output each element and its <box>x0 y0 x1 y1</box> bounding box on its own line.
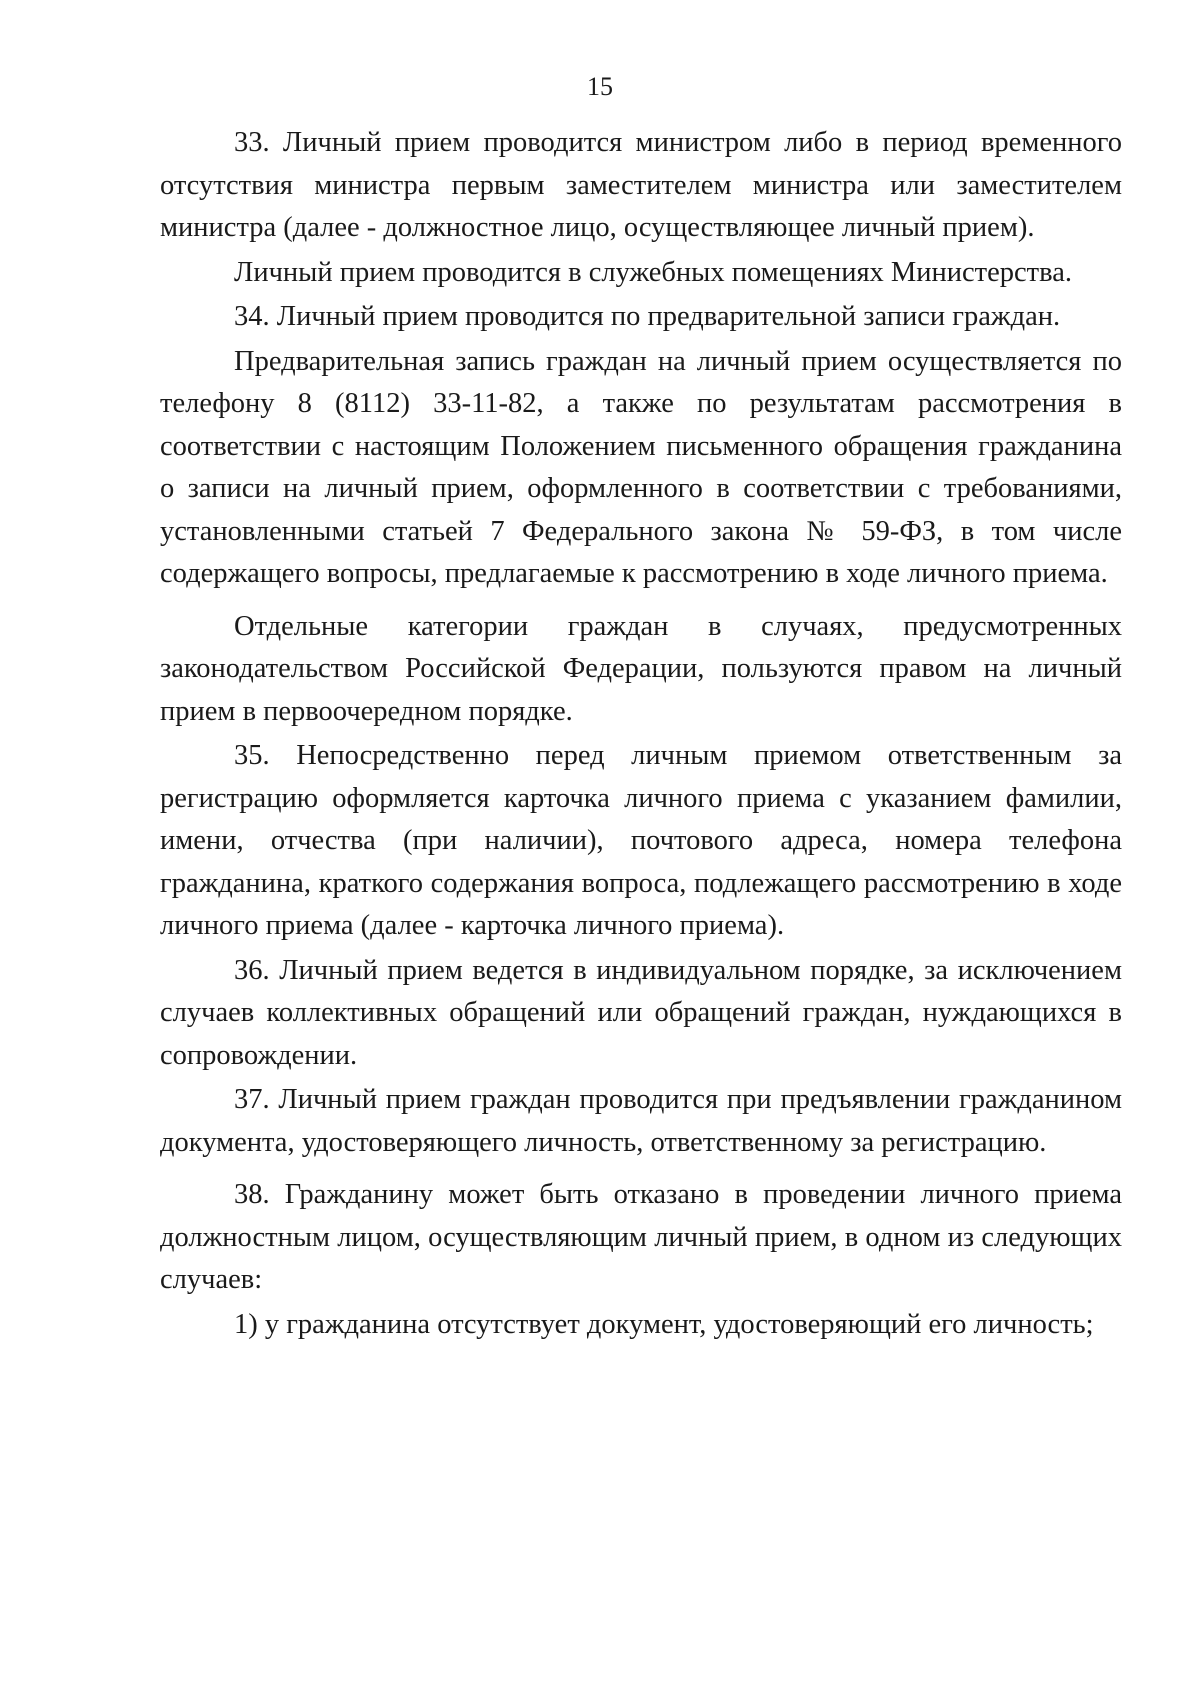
list-item-1: 1) у гражданина отсутствует документ, удостоверяющий его личность; <box>234 1308 1094 1340</box>
paragraph-reception-location: Личный прием проводится в служебных помещениях Министерства. <box>234 256 1072 288</box>
paragraph-37: 37. Личный прием граждан проводится при предъявлении гражданином документа, удостоверяющего личность, ответственному за регистрацию. <box>160 1084 1122 1158</box>
paragraph-35: 35. Непосредственно перед личным приемом ответственным за регистрацию оформляется карточка личного приема с указанием фамилии, имени, отчества (при наличии), почтового адреса, номера телефона гражданина, краткого содержания вопроса, подлежащего рассмотрению в ходе личного приема (далее - карточка личного приема). <box>160 740 1122 941</box>
paragraph-38: 38. Гражданину может быть отказано в проведении личного приема должностным лицом, осуществляющим личный прием, в одном из следующих случаев: <box>160 1179 1122 1295</box>
page-number: 15 <box>587 72 613 101</box>
paragraph-34: 34. Личный прием проводится по предварительной записи граждан. <box>234 301 1061 332</box>
document-body <box>160 122 1122 1348</box>
paragraph-preliminary-registration: Предварительная запись граждан на личный прием осуществляется по телефону 8 (8112) 33-11-82, а также по результатам рассмотрения в соответствии с настоящим Положением письменного обращения гражданина о записи на личный прием, оформленного в соответствии с требованиями, установленными статьей 7 Федерального закона № 59-ФЗ, в том числе содержащего вопросы, предлагаемые к рассмотрению в ходе личного приема. <box>160 345 1122 589</box>
paragraph-33: 33. Личный прием проводится министром либо в период временного отсутствия министра первым заместителем министра или заместителем министра (далее - должностное лицо, осуществляющее личный прием). <box>160 127 1122 243</box>
paragraph-36: 36. Личный прием ведется в индивидуальном порядке, за исключением случаев коллективных обращений или обращений граждан, нуждающихся в сопровождении. <box>160 954 1122 1071</box>
paragraph-priority-categories: Отдельные категории граждан в случаях, предусмотренных законодательством Российской Федерации, пользуются правом на личный прием в первоочередном порядке. <box>160 610 1122 727</box>
